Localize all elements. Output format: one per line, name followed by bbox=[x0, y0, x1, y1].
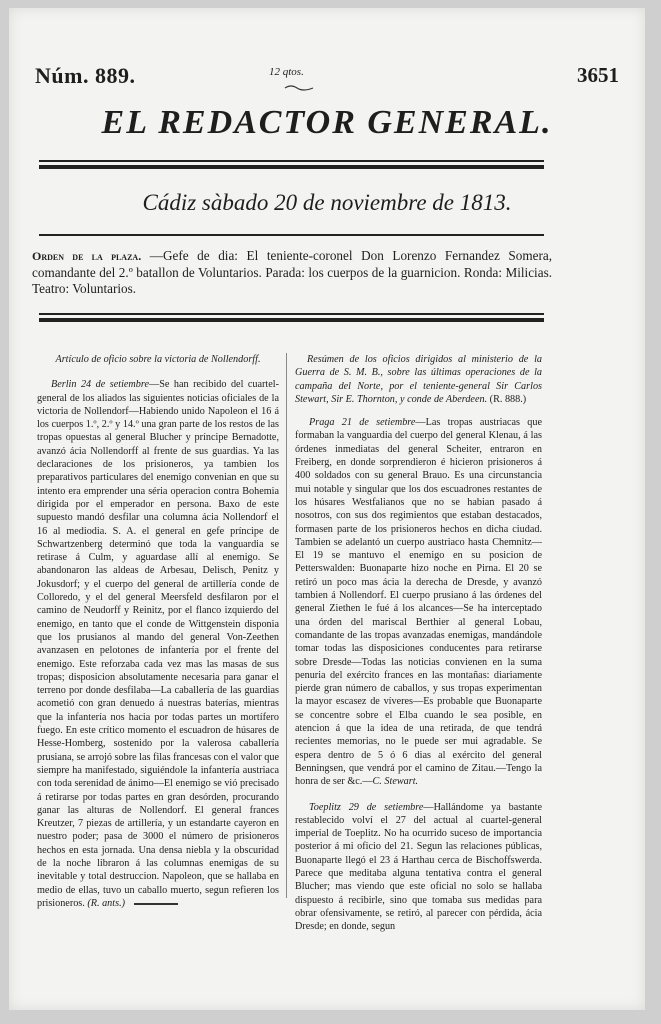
paragraph-dateline: Praga 21 de setiembre bbox=[309, 417, 416, 429]
column-divider bbox=[286, 353, 287, 898]
newspaper-title: EL REDACTOR GENERAL. bbox=[101, 104, 553, 141]
newspaper-page bbox=[9, 8, 645, 1010]
end-rule bbox=[134, 903, 178, 905]
price-note: 12 qtos. bbox=[269, 66, 304, 78]
title-rule-bottom bbox=[39, 165, 544, 169]
article-paragraph bbox=[295, 416, 542, 788]
paragraph-signature: C. Stewart. bbox=[372, 776, 419, 788]
heading-text: Resúmen de los oficios dirigidos al ministerio de la Guerra de S. M. B., sobre las últimas operaciones de la campaña del Norte, por el teniente-general Sir Carlos Stewart, Sir E. Thornton, y conde de Aberdeen. bbox=[295, 354, 542, 405]
orden-de-la-plaza bbox=[32, 248, 552, 298]
paragraph-text: —Hallándome ya bastante restablecido volví el 27 del actual al cuartel-general imperial de Toeplitz. No ha ocurrido suceso de importancia posterior á mi oficio del 21. Segun las relaciones públicas, Buonaparte llegó el 23 á Harthau cerca de Bischoffswerda. Parece que meditaba alguna tentativa contra el general Blucher; mas viendo que este oficial no solo se hallaba dispuesto á recibirle, sino que tomaba sus medidas para obrar ofensivamente, se retiró, al parecer con pérdida, ácia Dresde; en donde, segun bbox=[295, 801, 542, 933]
title-rule-top bbox=[39, 160, 544, 162]
left-column-heading: Artículo de oficio sobre la victoria de Nollendorff. bbox=[55, 354, 261, 365]
issue-number: Núm. 889. bbox=[35, 63, 136, 88]
paragraph-text: —Las tropas austriacas que formaban la vanguardia del cuerpo del general Klenau, á las órdenes inmediatas del general Scheiter, entraron en Freiberg, en donde sorprendieron é hicieron prisioneros á 400 soldados con su general Brauo. Es una circunstancia mui notable y singular que los dos escuadrones restantes de los húsares Westfalianos que no se habian pasado á nosotros, con sus dos regimientos que estaban destacados, formasen parte de los prisioneros hechos en dicha ciudad. Tambien se adelantó un cuerpo austriaco hasta Chemnitz—El 19 se mantuvo el enemigo en su posicion de Petterswalden: Buonaparte hizo noche en Pirna. El 20 se retiró un poco mas ácia la derecha de Dresde, y avanzó tambien á Nollendorf. El cuerpo prusiano á las órdenes del general Ziethen le fué á los alcances—Se ha interceptado una órden del mariscal Berthier al general Lobau, comandante de las tropas avanzadas enemigas, mandándole tomar todas las disposiciones conducentes para retirarse sobre Dresde—Todas las noticias convienen en la suma penuria del exército frances en las montañas: diariamente pierde gran número de caballos, y sus tropas experimentan la mayor escasez de víveres—Es probable que Buonaparte se concentre sobre el Elba cuando le sea posible, en atencion á que la idea de una retirada, de que tendrá recientes memorias, no le puede ser mui agradable. Se espera dentro de 5 ó 6 dias al exército del general Benningsen, que vendrá por el camino de Zitau.—Tengo la honra de ser &c.— bbox=[295, 417, 543, 788]
heading-source: (R. 888.) bbox=[489, 393, 527, 405]
section-rule-bottom bbox=[39, 318, 544, 322]
paragraph-text: —Se han recibido del cuartel-general de los aliados las siguientes noticias oficiales de la victoria de Nollendorf—Habiendo unido Napoleon el 16 á los cuerpos 1.º, 2.º y 14.º una gran parte de los restos de las tropas opuestas al general Blucher y príncipe Bernadotte, avanzó ácia Nollendorff al frente de sus guardias. Ya las declaraciones de los prisioneros, ya tambien los preparativos particulares del enemigo convenian en que su intento era emprender una séria operacion contra Bohemia dirigida por el emperador en persona. Baxo de este supuesto mandó desfilar una columna ácia Nollendorf el 16 al mediodia. S. A. el general en gefe príncipe de Schwartzenberg determinó que toda la vanguardia se retirase á Culm, y aguardase allí al enemigo. Se abandonaron las aldeas de Arbesau, Delisch, Penitz y Jokusdorf; y el cuerpo del general de artillería conde de Colloredo, y el del general Meersfeld desfilaron por el camino de Neudorff y Reinitz, por el flanco izquierdo del enemigo, en tanto que el conde de Wittgenstein disponia que los prusianos al mando del general Von-Zeethen avanzasen en pelotones de infantería por el frente del enemigo. Este reforzaba cada vez mas las masas de sus tropas; disposicion absolutamente necesaria para ganar el terreno por donde desfilaba—La caballería de las guardias acometió con gran denuedo á nuestras baterías, mientras que la infantería nos hacia por todas partes un mortífero fuego. En este crítico momento el escuadron de húsares de Hesse-Homberg, sostenido por la valerosa caballería prusiana, se arrojó sobre las filas francesas con el valor que siempre ha manifestado, siguiéndole la infantería austriaca con toda serenidad de ánimo—El enemigo se vió precisado á retirarse por todas partes en gran desórden, procurando ganar las alturas de Nollendorf. El general frances Kreutzer, 7 piezas de artillería, y un estandarte cayeron en nuestro poder; pasa de 3000 el número de prisioneros hechos en esta jornada. Una densa niebla y la obscuridad de la noche libraron á las columnas enemigas de su inevitable y total destruccion. Napoleon, que se hallaba en medio de ellas, tuvo un caballo muerto, segun refieren los prisioneros. bbox=[37, 379, 280, 909]
orden-label: Orden de la plaza. bbox=[32, 249, 142, 263]
right-column-heading bbox=[295, 353, 542, 406]
article-paragraph bbox=[295, 801, 542, 934]
page-number: 3651 bbox=[577, 63, 619, 87]
right-column bbox=[295, 353, 542, 933]
paragraph-dateline: Berlin 24 de setiembre bbox=[51, 379, 149, 391]
orden-text: —Gefe de dia: El teniente-coronel Don Lorenzo Fernandez Somera, comandante del 2.º batallon de Voluntarios. Parada: los cuerpos de la guarnicion. Ronda: Milicias. Teatro: Voluntarios. bbox=[32, 248, 553, 296]
section-rule-top bbox=[39, 313, 544, 315]
dateline-rule bbox=[39, 234, 544, 236]
dateline: Cádiz sàbado 20 de noviembre de 1813. bbox=[142, 190, 512, 215]
paragraph-source: (R. ants.) bbox=[87, 897, 126, 909]
flourish-ornament bbox=[283, 82, 315, 94]
article-paragraph bbox=[37, 378, 279, 910]
left-column bbox=[37, 353, 279, 910]
paragraph-dateline: Toeplitz 29 de setiembre bbox=[309, 801, 424, 813]
